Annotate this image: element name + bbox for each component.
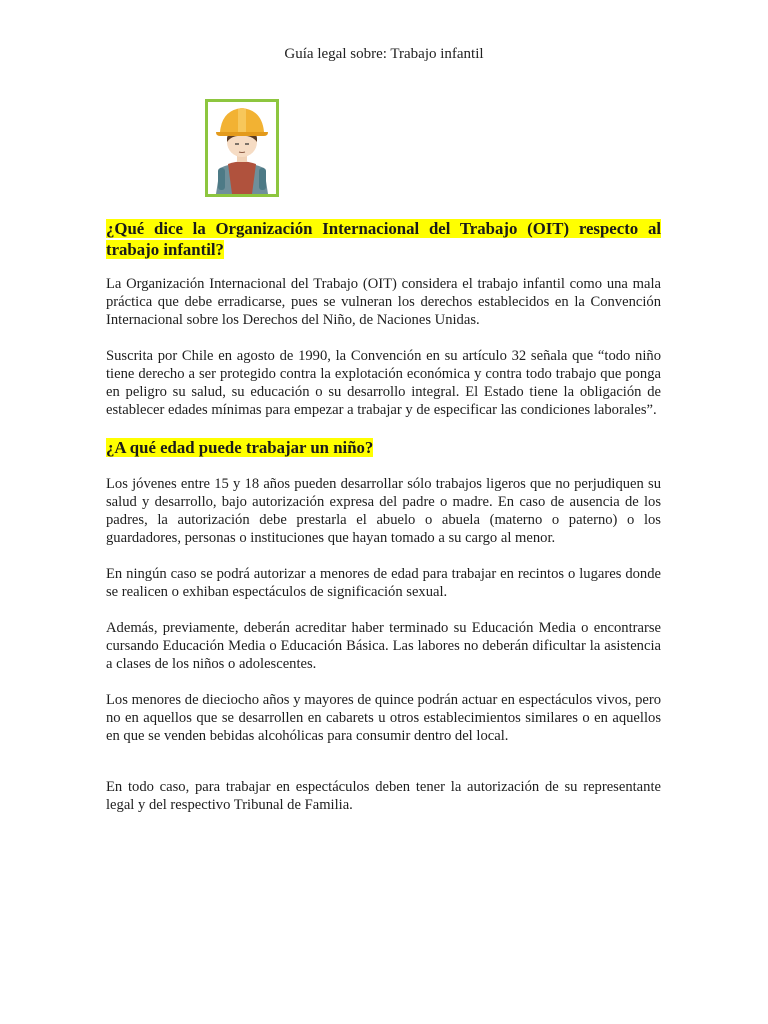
paragraph: Los menores de dieciocho años y mayores de quince podrán actuar en espectáculos vivos, pero no en aquellos que se desarrollen en cabarets u otros establecimientos similares o en aquellos en que se venden bebidas alcohólicas para consumir dentro del local. — [106, 692, 661, 744]
illustration-frame — [205, 99, 279, 197]
paragraph: Suscrita por Chile en agosto de 1990, la Convención en su artículo 32 señala que “todo niño tiene derecho a ser protegido contra la explotación económica y contra todo trabajo que ponga en peligro su salud, su educación o su desarrollo integral. El Estado tiene la obligación de establecer edades mínimas para empezar a trabajar y de especificar las condiciones laborales”. — [106, 348, 661, 418]
section-heading-oit: ¿Qué dice la Organización Internacional del Trabajo (OIT) respecto al trabajo infantil? — [106, 219, 661, 259]
paragraph: Los jóvenes entre 15 y 18 años pueden desarrollar sólo trabajos ligeros que no perjudiquen su salud y desarrollo, bajo autorización expresa del padre o madre. En caso de ausencia de los padres, la autorización debe prestarla el abuelo o abuela (materno o paterno) o los guardadores, personas o instituciones que hayan tomado a su cargo al menor. — [106, 476, 661, 546]
paragraph: Además, previamente, deberán acreditar haber terminado su Educación Media o encontrarse cursando Educación Media o Educación Básica. Las labores no deberán dificultar la asistencia a clases de los niños o adolescentes. — [106, 620, 661, 672]
section-heading-edad: ¿A qué edad puede trabajar un niño? — [106, 438, 374, 457]
paragraph: En todo caso, para trabajar en espectáculos deben tener la autorización de su representante legal y del respectivo Tribunal de Familia. — [106, 779, 661, 813]
paragraph: En ningún caso se podrá autorizar a menores de edad para trabajar en recintos o lugares donde se realicen o exhiban espectáculos de significación sexual. — [106, 566, 661, 600]
document-body — [106, 216, 661, 814]
paragraph: La Organización Internacional del Trabajo (OIT) considera el trabajo infantil como una mala práctica que debe erradicarse, pues se vulneran los derechos establecidos en la Convención Internacional sobre los Derechos del Niño, de Naciones Unidas. — [106, 276, 661, 328]
child-worker-helmet-icon — [208, 102, 276, 194]
page-header: Guía legal sobre: Trabajo infantil — [284, 46, 484, 62]
